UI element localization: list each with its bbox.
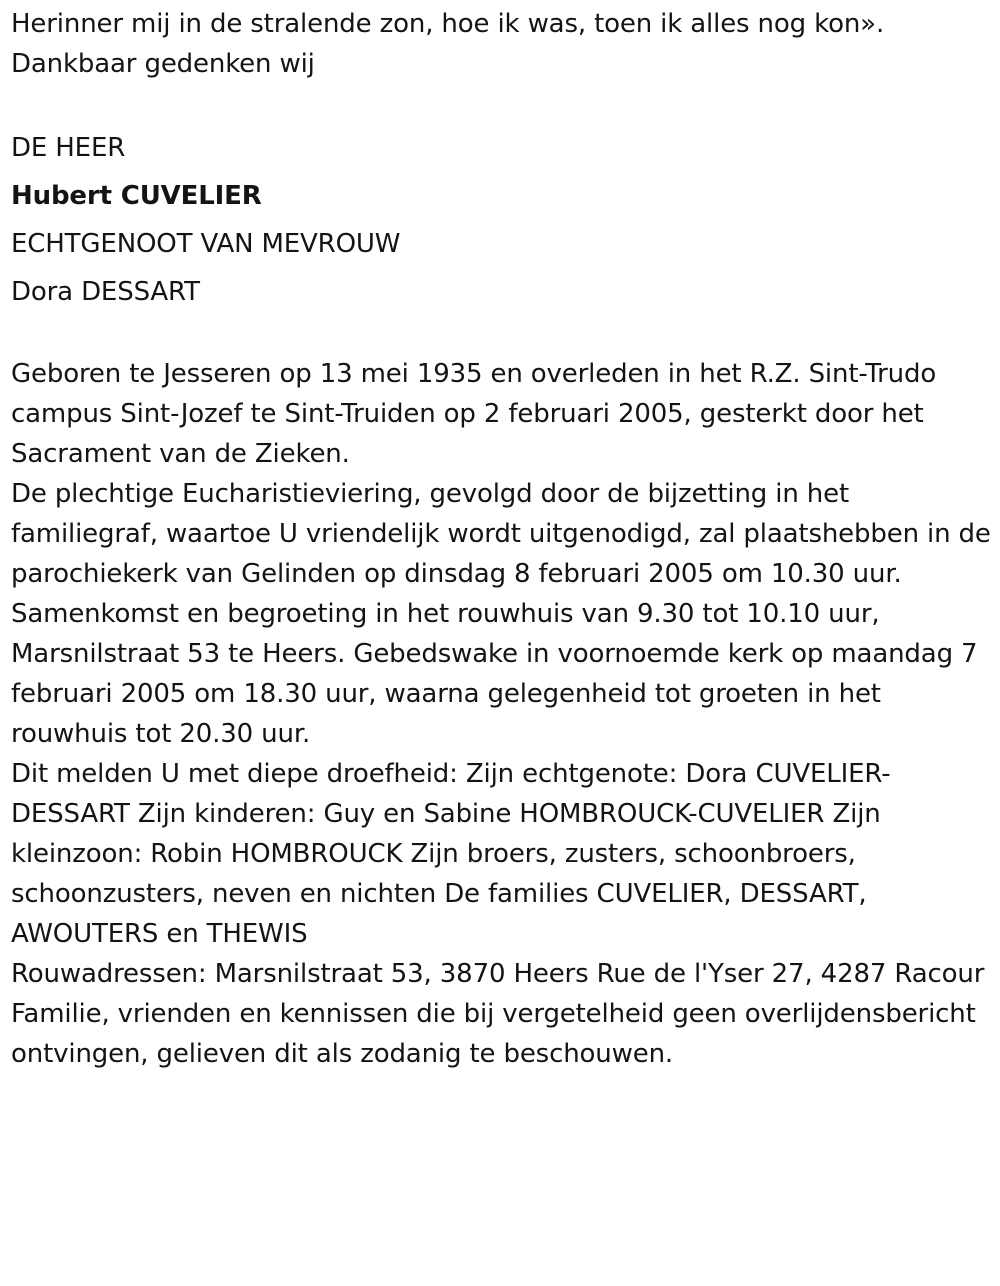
birth-death-paragraph: Geboren te Jesseren op 13 mei 1935 en overleden in het R.Z. Sint-Trudo campus Sint-Jozef te Sint-Truiden op 2 februari 2005, gesterkt door het Sacrament van de Zieken.	[11, 359, 937, 469]
notice-paragraph: Familie, vrienden en kennissen die bij vergetelheid geen overlijdensbericht ontvingen, gelieven dit als zodanig te beschouwen.	[11, 999, 976, 1069]
spouse-name: Dora DESSART	[11, 277, 200, 307]
opening-line-1: Herinner mij in de stralende zon, hoe ik was, toen ik alles nog kon».	[11, 9, 885, 39]
opening-line-2: Dankbaar gedenken wij	[11, 49, 315, 79]
deceased-title: DE HEER	[11, 133, 126, 163]
deceased-name: Hubert CUVELIER	[11, 181, 262, 211]
family-paragraph: Dit melden U met diepe droefheid: Zijn echtgenote: Dora CUVELIER-DESSART Zijn kinderen: Guy en Sabine HOMBROUCK-CUVELIER Zijn kleinzoon: Robin HOMBROUCK Zijn broers, zusters, schoonbroers, schoonzusters, neven en nichten De families CUVELIER, DESSART, AWOUTERS en THEWIS	[11, 759, 891, 949]
obituary-document	[11, 4, 991, 1074]
ceremony-paragraph: De plechtige Eucharistieviering, gevolgd door de bijzetting in het familiegraf, waartoe U vriendelijk wordt uitgenodigd, zal plaatshebben in de parochiekerk van Gelinden op dinsdag 8 februari 2005 om 10.30 uur. Samenkomst en begroeting in het rouwhuis van 9.30 tot 10.10 uur, Marsnilstraat 53 te Heers. Gebedswake in voornoemde kerk op maandag 7 februari 2005 om 18.30 uur, waarna gelegenheid tot groeten in het rouwhuis tot 20.30 uur.	[11, 479, 991, 749]
addresses-paragraph: Rouwadressen: Marsnilstraat 53, 3870 Heers Rue de l'Yser 27, 4287 Racour	[11, 959, 985, 989]
spacer	[11, 84, 991, 124]
deceased-relation: ECHTGENOOT VAN MEVROUW	[11, 229, 401, 259]
